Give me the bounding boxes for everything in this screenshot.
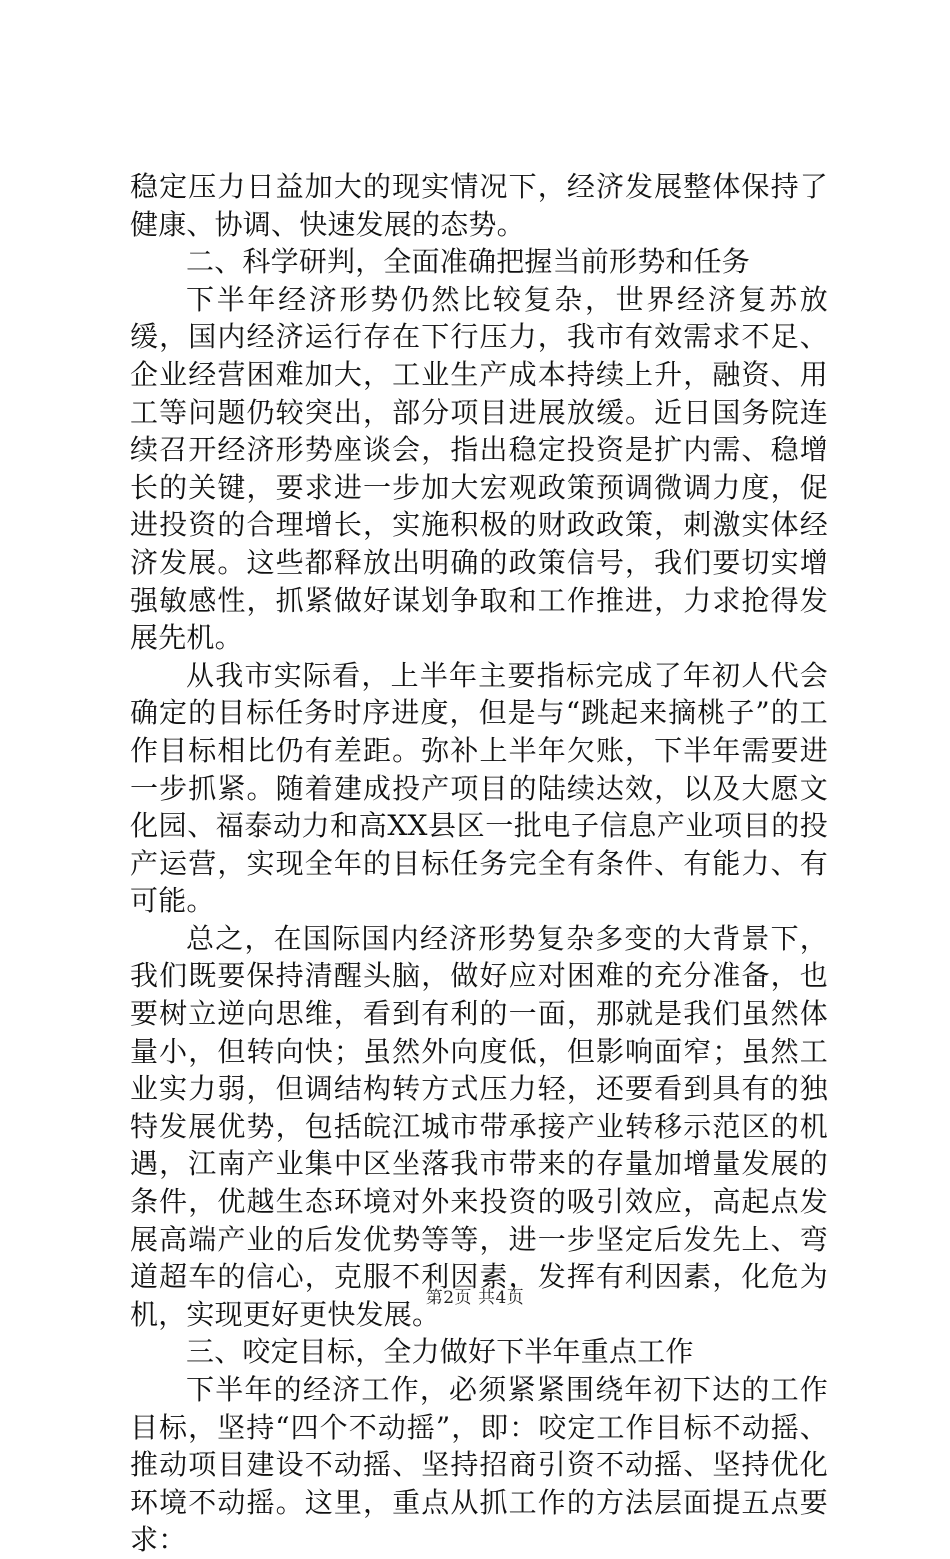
paragraph-second-half-work: 下半年的经济工作，必须紧紧围绕年初下达的工作目标，坚持“四个不动摇”，即：咬定工作目标不动摇、推动项目建设不动摇、坚持招商引资不动摇、坚持优化环境不动摇。这里，重点从抓工作的方法层面提五点要求： xyxy=(130,1373,828,1557)
paragraph-summary: 总之，在国际国内经济形势复杂多变的大背景下，我们既要保持清醒头脑，做好应对困难的充分准备，也要树立逆向思维，看到有利的一面，那就是我们虽然体量小，但转向快；虽然外向度低，但影响面窄；虽然工业实力弱，但调结构转方式压力轻，还要看到具有的独特发展优势，包括皖江城市带承接产业转移示范区的机遇，江南产业集中区坐落我市带来的存量加增量发展的条件，优越生态环境对外来投资的吸引效应，高起点发展高端产业的后发优势等等，进一步坚定后发先上、弯道超车的信心，克服不利因素，发挥有利因素，化危为机，实现更好更快发展。 xyxy=(130,921,828,1331)
paragraph-continuation: 稳定压力日益加大的现实情况下，经济发展整体保持了健康、协调、快速发展的态势。 xyxy=(130,170,828,241)
page-number-footer: 第2页 共4页 xyxy=(425,1288,525,1308)
section-heading-three: 三、咬定目标，全力做好下半年重点工作 xyxy=(186,1335,694,1369)
paragraph-city-reality: 从我市实际看，上半年主要指标完成了年初人代会确定的目标任务时序进度，但是与“跳起来摘桃子”的工作目标相比仍有差距。弥补上半年欠账，下半年需要进一步抓紧。随着建成投产项目的陆续达效，以及大愿文化园、福泰动力和高XX县区一批电子信息产业项目的投产运营，实现全年的目标任务完全有条件、有能力、有可能。 xyxy=(130,658,828,918)
document-body xyxy=(130,168,828,1559)
paragraph-economic-situation: 下半年经济形势仍然比较复杂，世界经济复苏放缓，国内经济运行存在下行压力，我市有效需求不足、企业经营困难加大，工业生产成本持续上升，融资、用工等问题仍较突出，部分项目进展放缓。近日国务院连续召开经济形势座谈会，指出稳定投资是扩内需、稳增长的关键，要求进一步加大宏观政策预调微调力度，促进投资的合理增长，实施积极的财政政策，刺激实体经济发展。这些都释放出明确的政策信号，我们要切实增强敏感性，抓紧做好谋划争取和工作推进，力求抢得发展先机。 xyxy=(130,282,828,655)
section-heading-two: 二、科学研判，全面准确把握当前形势和任务 xyxy=(186,245,751,279)
